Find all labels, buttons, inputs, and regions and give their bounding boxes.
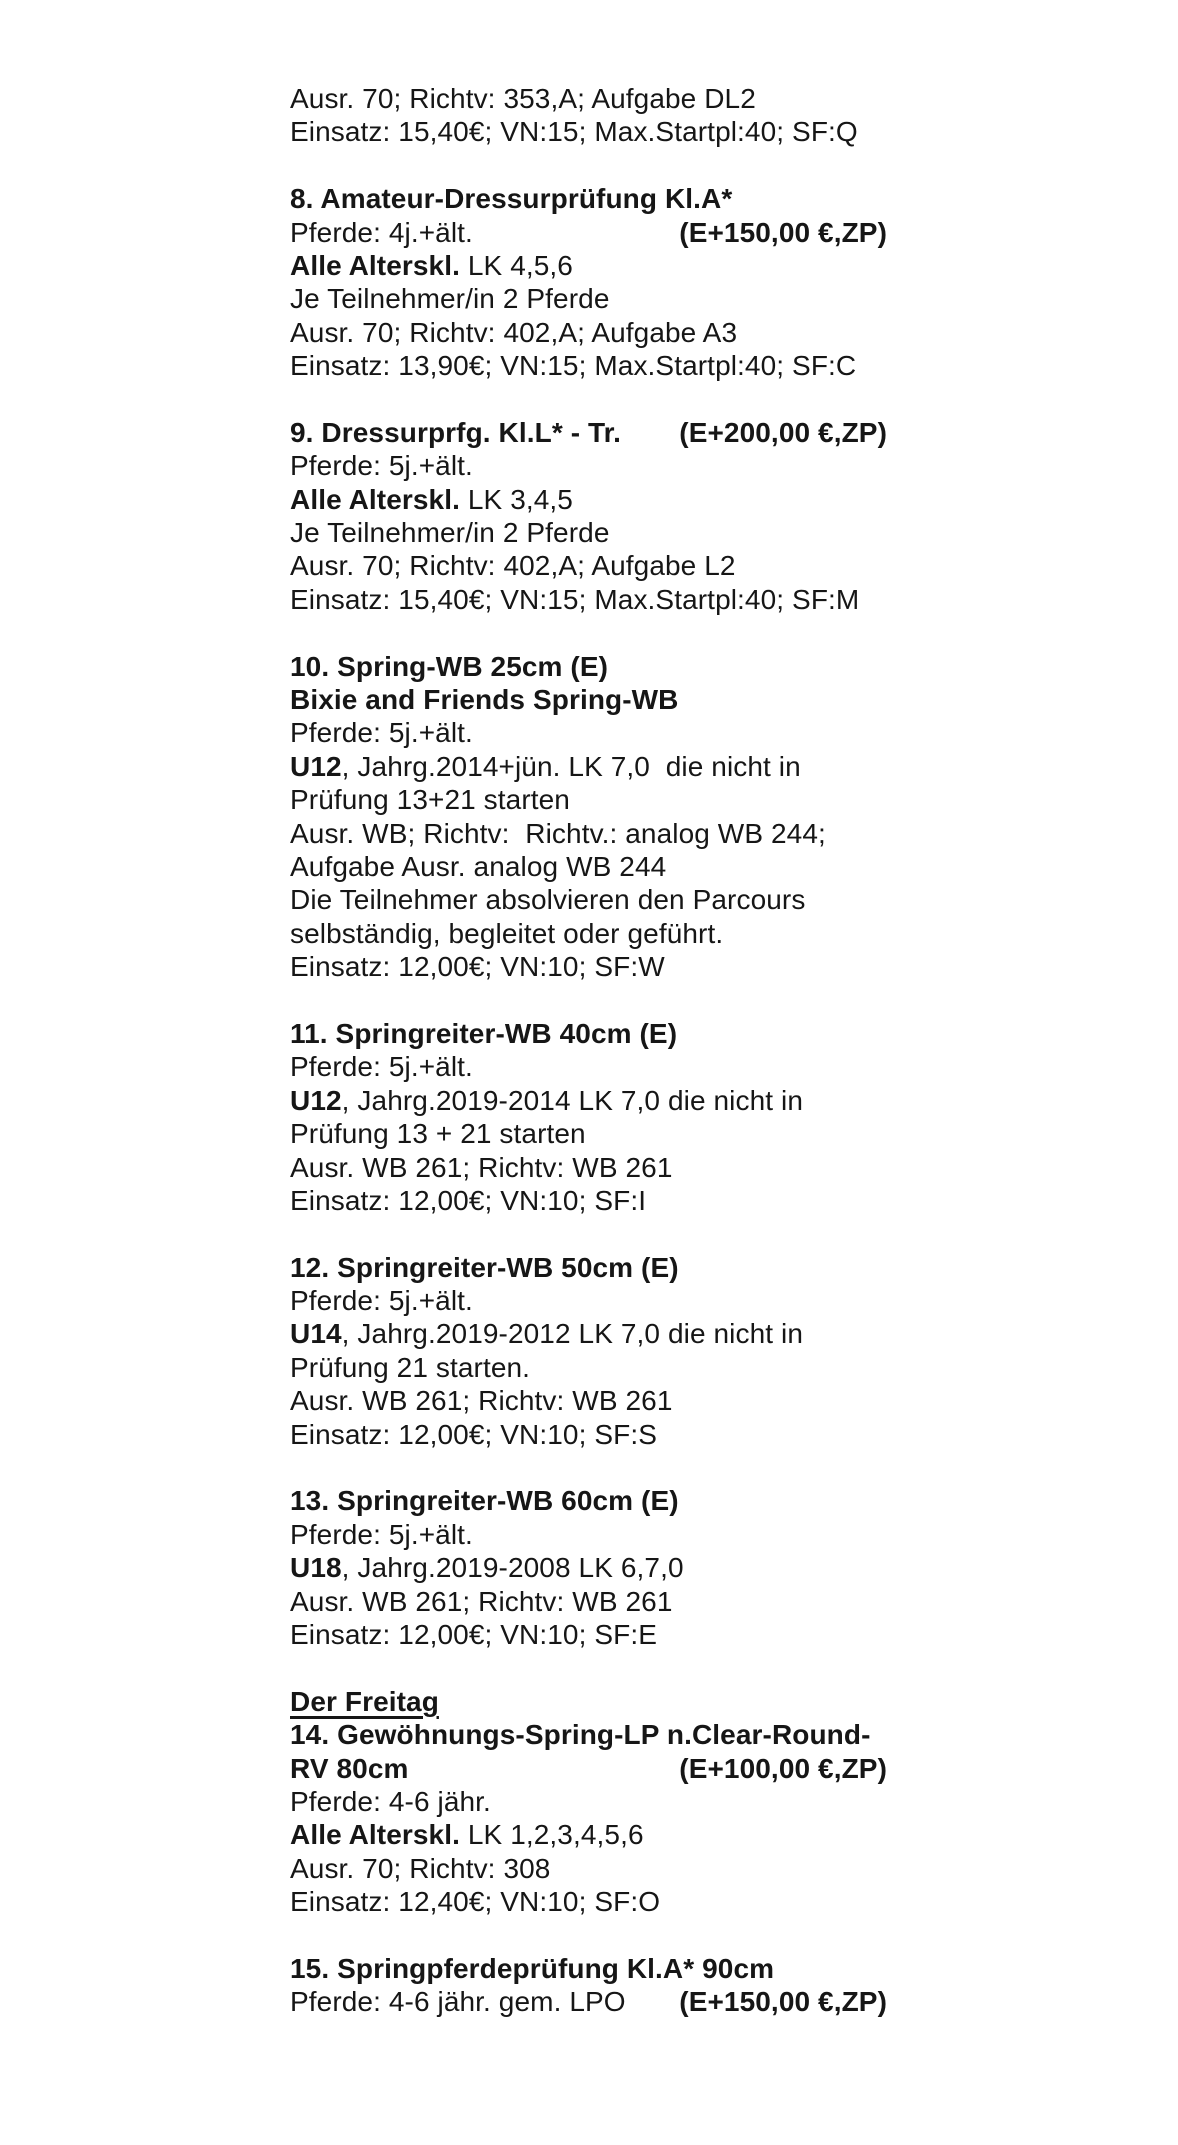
class-13-heading xyxy=(290,1484,887,1517)
text-segment: Einsatz: 12,00€; VN:10; SF:E xyxy=(290,1618,657,1650)
line-right-text xyxy=(679,216,887,249)
class-13-detail-ausr xyxy=(290,1585,887,1618)
class-10-heading xyxy=(290,650,887,683)
line-left-text xyxy=(290,1985,626,2018)
class-12-detail-einsatz xyxy=(290,1418,887,1451)
schedule-text-column xyxy=(290,82,887,2019)
class-9-detail-einsatz xyxy=(290,583,887,616)
class-14-pferde xyxy=(290,1785,887,1818)
text-segment: Ausr. 70; Richtv: 308 xyxy=(290,1852,551,1884)
text-segment: Ausr. 70; Richtv: 353,A; Aufgabe DL2 xyxy=(290,83,756,114)
class-8-altersklasse xyxy=(290,249,887,282)
text-segment: 13. Springreiter-WB 60cm (E) xyxy=(290,1485,679,1517)
text-segment: Einsatz: 12,40€; VN:10; SF:O xyxy=(290,1886,661,1918)
class-12-detail-ausr xyxy=(290,1384,887,1417)
text-segment: Prüfung 21 starten. xyxy=(290,1351,531,1383)
text-segment: Pferde: 5j.+ält. xyxy=(290,1051,473,1083)
text-segment: Pferde: 4-6 jähr. gem. LPO xyxy=(290,1986,626,2018)
class-8-teilnehmer xyxy=(290,282,887,315)
text-segment: Ausr. 70; Richtv: 402,A; Aufgabe A3 xyxy=(290,316,738,348)
class-8-detail-einsatz xyxy=(290,349,887,382)
text-segment: Die Teilnehmer absolvieren den Parcours xyxy=(290,884,806,916)
class-10-pferde xyxy=(290,716,887,749)
text-segment: LK 3,4,5 xyxy=(460,483,573,515)
text-segment: Einsatz: 15,40€; VN:15; Max.Startpl:40; SF:Q xyxy=(290,116,858,148)
class-11-detail-einsatz xyxy=(290,1184,887,1217)
text-segment: Ausr. WB 261; Richtv: WB 261 xyxy=(290,1385,673,1417)
text-segment: Ausr. WB 261; Richtv: WB 261 xyxy=(290,1151,673,1183)
text-segment: Einsatz: 12,00€; VN:10; SF:W xyxy=(290,951,665,983)
class-14-heading-line-1 xyxy=(290,1718,887,1751)
class-14-detail-einsatz xyxy=(290,1885,887,1918)
text-segment: U12 xyxy=(290,1084,342,1116)
spacer-line xyxy=(290,616,887,649)
line-right-text xyxy=(679,416,887,449)
text-segment: , Jahrg.2019-2014 LK 7,0 die nicht in xyxy=(341,1084,804,1116)
text-segment: Bixie and Friends Spring-WB xyxy=(290,684,679,716)
class-12-pferde xyxy=(290,1284,887,1317)
text-segment: (E+150,00 €,ZP) xyxy=(679,216,887,248)
spacer-line xyxy=(290,149,887,182)
text-segment: 12. Springreiter-WB 50cm (E) xyxy=(290,1251,679,1283)
spacer-line xyxy=(290,1651,887,1684)
text-segment: Einsatz: 15,40€; VN:15; Max.Startpl:40; SF:M xyxy=(290,583,860,615)
text-segment: Ausr. WB 261; Richtv: WB 261 xyxy=(290,1585,673,1617)
class-8-heading xyxy=(290,182,887,215)
text-segment: Prüfung 13+21 starten xyxy=(290,784,570,816)
text-segment: Ausr. WB; Richtv: Richtv.: analog WB 244; xyxy=(290,817,826,849)
day-heading-friday xyxy=(290,1685,887,1718)
text-segment: U12 xyxy=(290,750,342,782)
line-right-text xyxy=(679,1752,887,1785)
class-14-altersklasse xyxy=(290,1818,887,1851)
text-segment: Prüfung 13 + 21 starten xyxy=(290,1118,586,1150)
text-segment: Einsatz: 12,00€; VN:10; SF:S xyxy=(290,1418,657,1450)
text-segment: Je Teilnehmer/in 2 Pferde xyxy=(290,283,610,315)
spacer-line xyxy=(290,1918,887,1951)
class-8-pferde-fee xyxy=(290,216,887,249)
class-11-age-line-2 xyxy=(290,1117,887,1150)
class-11-heading xyxy=(290,1017,887,1050)
text-segment: Alle Alterskl. xyxy=(290,1819,460,1851)
class-12-age-line-2 xyxy=(290,1351,887,1384)
text-segment: (E+200,00 €,ZP) xyxy=(679,416,887,448)
class-15-pferde-fee xyxy=(290,1985,887,2018)
class-15-heading xyxy=(290,1952,887,1985)
class-10-detail-ausr-1 xyxy=(290,817,887,850)
line-right-text xyxy=(679,1985,887,2018)
text-segment: U18 xyxy=(290,1552,342,1584)
class-10-age-line-2 xyxy=(290,783,887,816)
text-segment: Pferde: 5j.+ält. xyxy=(290,1518,473,1550)
class-10-detail-einsatz xyxy=(290,950,887,983)
text-segment: Alle Alterskl. xyxy=(290,249,460,281)
text-segment: Alle Alterskl. xyxy=(290,483,460,515)
text-segment: LK 1,2,3,4,5,6 xyxy=(460,1819,644,1851)
text-segment: 9. Dressurprfg. Kl.L* - Tr. xyxy=(290,416,622,448)
line-left-text xyxy=(290,216,473,249)
spacer-line xyxy=(290,383,887,416)
class-14-detail-ausr xyxy=(290,1852,887,1885)
text-segment: 8. Amateur-Dressurprüfung Kl.A* xyxy=(290,183,733,215)
text-segment: Ausr. 70; Richtv: 402,A; Aufgabe L2 xyxy=(290,550,736,582)
class-13-detail-einsatz xyxy=(290,1618,887,1651)
line-left-text xyxy=(290,1752,408,1785)
text-segment: Der Freitag xyxy=(290,1685,439,1717)
text-segment: Einsatz: 12,00€; VN:10; SF:I xyxy=(290,1184,647,1216)
text-segment: Pferde: 4j.+ält. xyxy=(290,216,473,248)
text-segment: 10. Spring-WB 25cm (E) xyxy=(290,650,609,682)
class-10-subtitle xyxy=(290,683,887,716)
class-11-pferde xyxy=(290,1050,887,1083)
class-7-detail-einsatz xyxy=(290,115,887,148)
class-9-detail-ausr xyxy=(290,549,887,582)
class-8-detail-ausr xyxy=(290,316,887,349)
class-11-age-line-1 xyxy=(290,1084,887,1117)
text-segment: Je Teilnehmer/in 2 Pferde xyxy=(290,517,610,549)
text-segment: selbständig, begleitet oder geführt. xyxy=(290,917,724,949)
text-segment: Pferde: 5j.+ält. xyxy=(290,717,473,749)
class-14-heading-fee xyxy=(290,1752,887,1785)
class-9-teilnehmer xyxy=(290,516,887,549)
class-12-heading xyxy=(290,1251,887,1284)
spacer-line xyxy=(290,1217,887,1250)
text-segment: (E+150,00 €,ZP) xyxy=(679,1986,887,2018)
text-segment: , Jahrg.2019-2012 LK 7,0 die nicht in xyxy=(341,1318,804,1350)
class-9-heading-fee xyxy=(290,416,887,449)
class-10-detail-ausr-2 xyxy=(290,850,887,883)
text-segment: 11. Springreiter-WB 40cm (E) xyxy=(290,1017,678,1049)
text-segment: RV 80cm xyxy=(290,1752,409,1784)
text-segment: U14 xyxy=(290,1318,342,1350)
class-13-pferde xyxy=(290,1518,887,1551)
text-segment: , Jahrg.2014+jün. LK 7,0 die nicht in xyxy=(341,750,801,782)
text-segment: Pferde: 5j.+ält. xyxy=(290,1285,473,1317)
spacer-line xyxy=(290,1451,887,1484)
line-left-text xyxy=(290,416,621,449)
class-10-age-line-1 xyxy=(290,750,887,783)
class-13-age-line xyxy=(290,1551,887,1584)
text-segment: Aufgabe Ausr. analog WB 244 xyxy=(290,850,667,882)
class-10-note-line-1 xyxy=(290,883,887,916)
text-segment: Pferde: 4-6 jähr. xyxy=(290,1785,491,1817)
text-segment: Einsatz: 13,90€; VN:15; Max.Startpl:40; SF:C xyxy=(290,350,857,382)
text-segment: 15. Springpferdeprüfung Kl.A* 90cm xyxy=(290,1952,775,1984)
text-segment: LK 4,5,6 xyxy=(460,249,573,281)
text-segment: , Jahrg.2019-2008 LK 6,7,0 xyxy=(341,1552,684,1584)
text-segment: 14. Gewöhnungs-Spring-LP n.Clear-Round- xyxy=(290,1719,871,1751)
text-segment: Pferde: 5j.+ält. xyxy=(290,450,473,482)
class-7-detail-ausr xyxy=(290,82,887,115)
class-11-detail-ausr xyxy=(290,1151,887,1184)
class-9-altersklasse xyxy=(290,483,887,516)
class-12-age-line-1 xyxy=(290,1317,887,1350)
text-segment: (E+100,00 €,ZP) xyxy=(679,1752,887,1784)
spacer-line xyxy=(290,984,887,1017)
class-9-pferde xyxy=(290,449,887,482)
class-10-note-line-2 xyxy=(290,917,887,950)
